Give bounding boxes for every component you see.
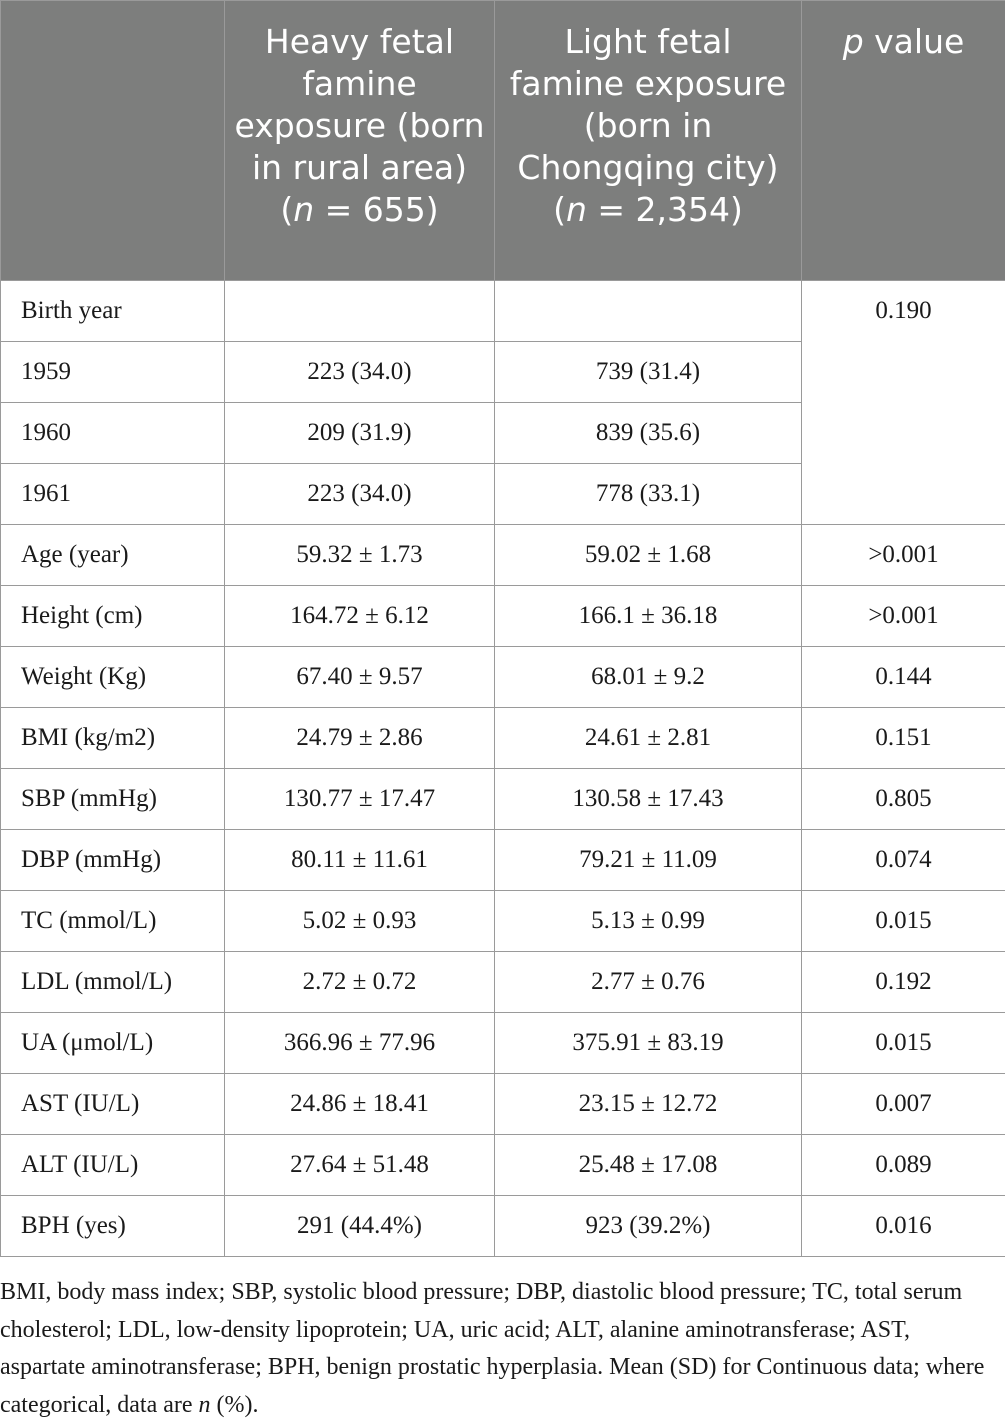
light-value: 2.77 ± 0.76 (495, 952, 802, 1013)
header-row (1, 1, 1005, 281)
header-light-n: = 2,354) (586, 190, 743, 229)
row-label: AST (IU/L) (1, 1074, 225, 1135)
row-label: BMI (kg/m2) (1, 708, 225, 769)
heavy-value: 59.32 ± 1.73 (225, 525, 495, 586)
heavy-value: 24.79 ± 2.86 (225, 708, 495, 769)
table-row (1, 952, 1005, 1013)
heavy-value: 209 (31.9) (225, 403, 495, 464)
table-row (1, 891, 1005, 952)
row-label: Weight (Kg) (1, 647, 225, 708)
heavy-value: 130.77 ± 17.47 (225, 769, 495, 830)
row-label: LDL (mmol/L) (1, 952, 225, 1013)
p-value: 0.016 (802, 1196, 1005, 1257)
light-value: 778 (33.1) (495, 464, 802, 525)
heavy-value: 164.72 ± 6.12 (225, 586, 495, 647)
p-value: 0.144 (802, 647, 1005, 708)
row-label: DBP (mmHg) (1, 830, 225, 891)
p-value: 0.190 (802, 281, 1005, 525)
heavy-value: 24.86 ± 18.41 (225, 1074, 495, 1135)
row-label: 1959 (1, 342, 225, 403)
table-row (1, 769, 1005, 830)
table-row (1, 647, 1005, 708)
header-light-label: Light fetal famine exposure (born in Chongqing city) (509, 22, 787, 187)
table-row (1, 1013, 1005, 1074)
table-row (1, 525, 1005, 586)
p-value: 0.007 (802, 1074, 1005, 1135)
light-value: 23.15 ± 12.72 (495, 1074, 802, 1135)
p-value: >0.001 (802, 525, 1005, 586)
light-value: 166.1 ± 36.18 (495, 586, 802, 647)
table-row (1, 830, 1005, 891)
heavy-value: 5.02 ± 0.93 (225, 891, 495, 952)
heavy-value: 366.96 ± 77.96 (225, 1013, 495, 1074)
heavy-value (225, 281, 495, 342)
table-row (1, 1135, 1005, 1196)
row-label: Height (cm) (1, 586, 225, 647)
n-symbol: n (293, 190, 315, 229)
light-value: 25.48 ± 17.08 (495, 1135, 802, 1196)
light-value: 24.61 ± 2.81 (495, 708, 802, 769)
header-heavy-label: Heavy fetal famine exposure (born in rural area) (234, 22, 485, 187)
p-value: >0.001 (802, 586, 1005, 647)
table-row (1, 1196, 1005, 1257)
light-value: 79.21 ± 11.09 (495, 830, 802, 891)
p-value: 0.089 (802, 1135, 1005, 1196)
footnote-end: (%). (210, 1391, 259, 1418)
light-value: 923 (39.2%) (495, 1196, 802, 1257)
row-label: UA (μmol/L) (1, 1013, 225, 1074)
light-value: 375.91 ± 83.19 (495, 1013, 802, 1074)
n-symbol: n (198, 1391, 211, 1418)
p-symbol: p (842, 22, 864, 61)
heavy-value: 223 (34.0) (225, 342, 495, 403)
heavy-value: 223 (34.0) (225, 464, 495, 525)
row-label: ALT (IU/L) (1, 1135, 225, 1196)
header-light-exposure: Light fetal famine exposure (born in Chongqing city) (n = 2,354) (495, 1, 802, 281)
p-value: 0.074 (802, 830, 1005, 891)
row-label: TC (mmol/L) (1, 891, 225, 952)
header-heavy-n: = 655) (314, 190, 439, 229)
table-row (1, 708, 1005, 769)
table-row-birth-year (1, 281, 1005, 342)
heavy-value: 291 (44.4%) (225, 1196, 495, 1257)
light-value: 130.58 ± 17.43 (495, 769, 802, 830)
header-p-value: p value (802, 1, 1005, 281)
heavy-value: 80.11 ± 11.61 (225, 830, 495, 891)
row-label: Birth year (1, 281, 225, 342)
light-value: 739 (31.4) (495, 342, 802, 403)
row-label: Age (year) (1, 525, 225, 586)
row-label: BPH (yes) (1, 1196, 225, 1257)
p-value: 0.192 (802, 952, 1005, 1013)
light-value: 839 (35.6) (495, 403, 802, 464)
heavy-value: 67.40 ± 9.57 (225, 647, 495, 708)
light-value: 5.13 ± 0.99 (495, 891, 802, 952)
light-value (495, 281, 802, 342)
light-value: 59.02 ± 1.68 (495, 525, 802, 586)
p-value: 0.015 (802, 1013, 1005, 1074)
row-label: 1960 (1, 403, 225, 464)
header-blank-cell (1, 1, 225, 281)
p-value: 0.015 (802, 891, 1005, 952)
row-label: SBP (mmHg) (1, 769, 225, 830)
p-value: 0.805 (802, 769, 1005, 830)
table-footnote (0, 1274, 1000, 1424)
light-value: 68.01 ± 9.2 (495, 647, 802, 708)
footnote-text: BMI, body mass index; SBP, systolic blood pressure; DBP, diastolic blood pressure; TC, total serum cholesterol; LDL, low-density lipoprotein; UA, uric acid; ALT, alanine aminotransferase; AST, aspartate aminotransferase; BPH, benign prostatic hyperplasia. Mean (SD) for Continuous data; where categorical, data are (0, 1279, 985, 1418)
table-row (1, 586, 1005, 647)
table-row (1, 1074, 1005, 1135)
n-symbol: n (565, 190, 587, 229)
header-heavy-exposure: Heavy fetal famine exposure (born in rural area) (n = 655) (225, 1, 495, 281)
heavy-value: 27.64 ± 51.48 (225, 1135, 495, 1196)
row-label: 1961 (1, 464, 225, 525)
heavy-value: 2.72 ± 0.72 (225, 952, 495, 1013)
p-value: 0.151 (802, 708, 1005, 769)
